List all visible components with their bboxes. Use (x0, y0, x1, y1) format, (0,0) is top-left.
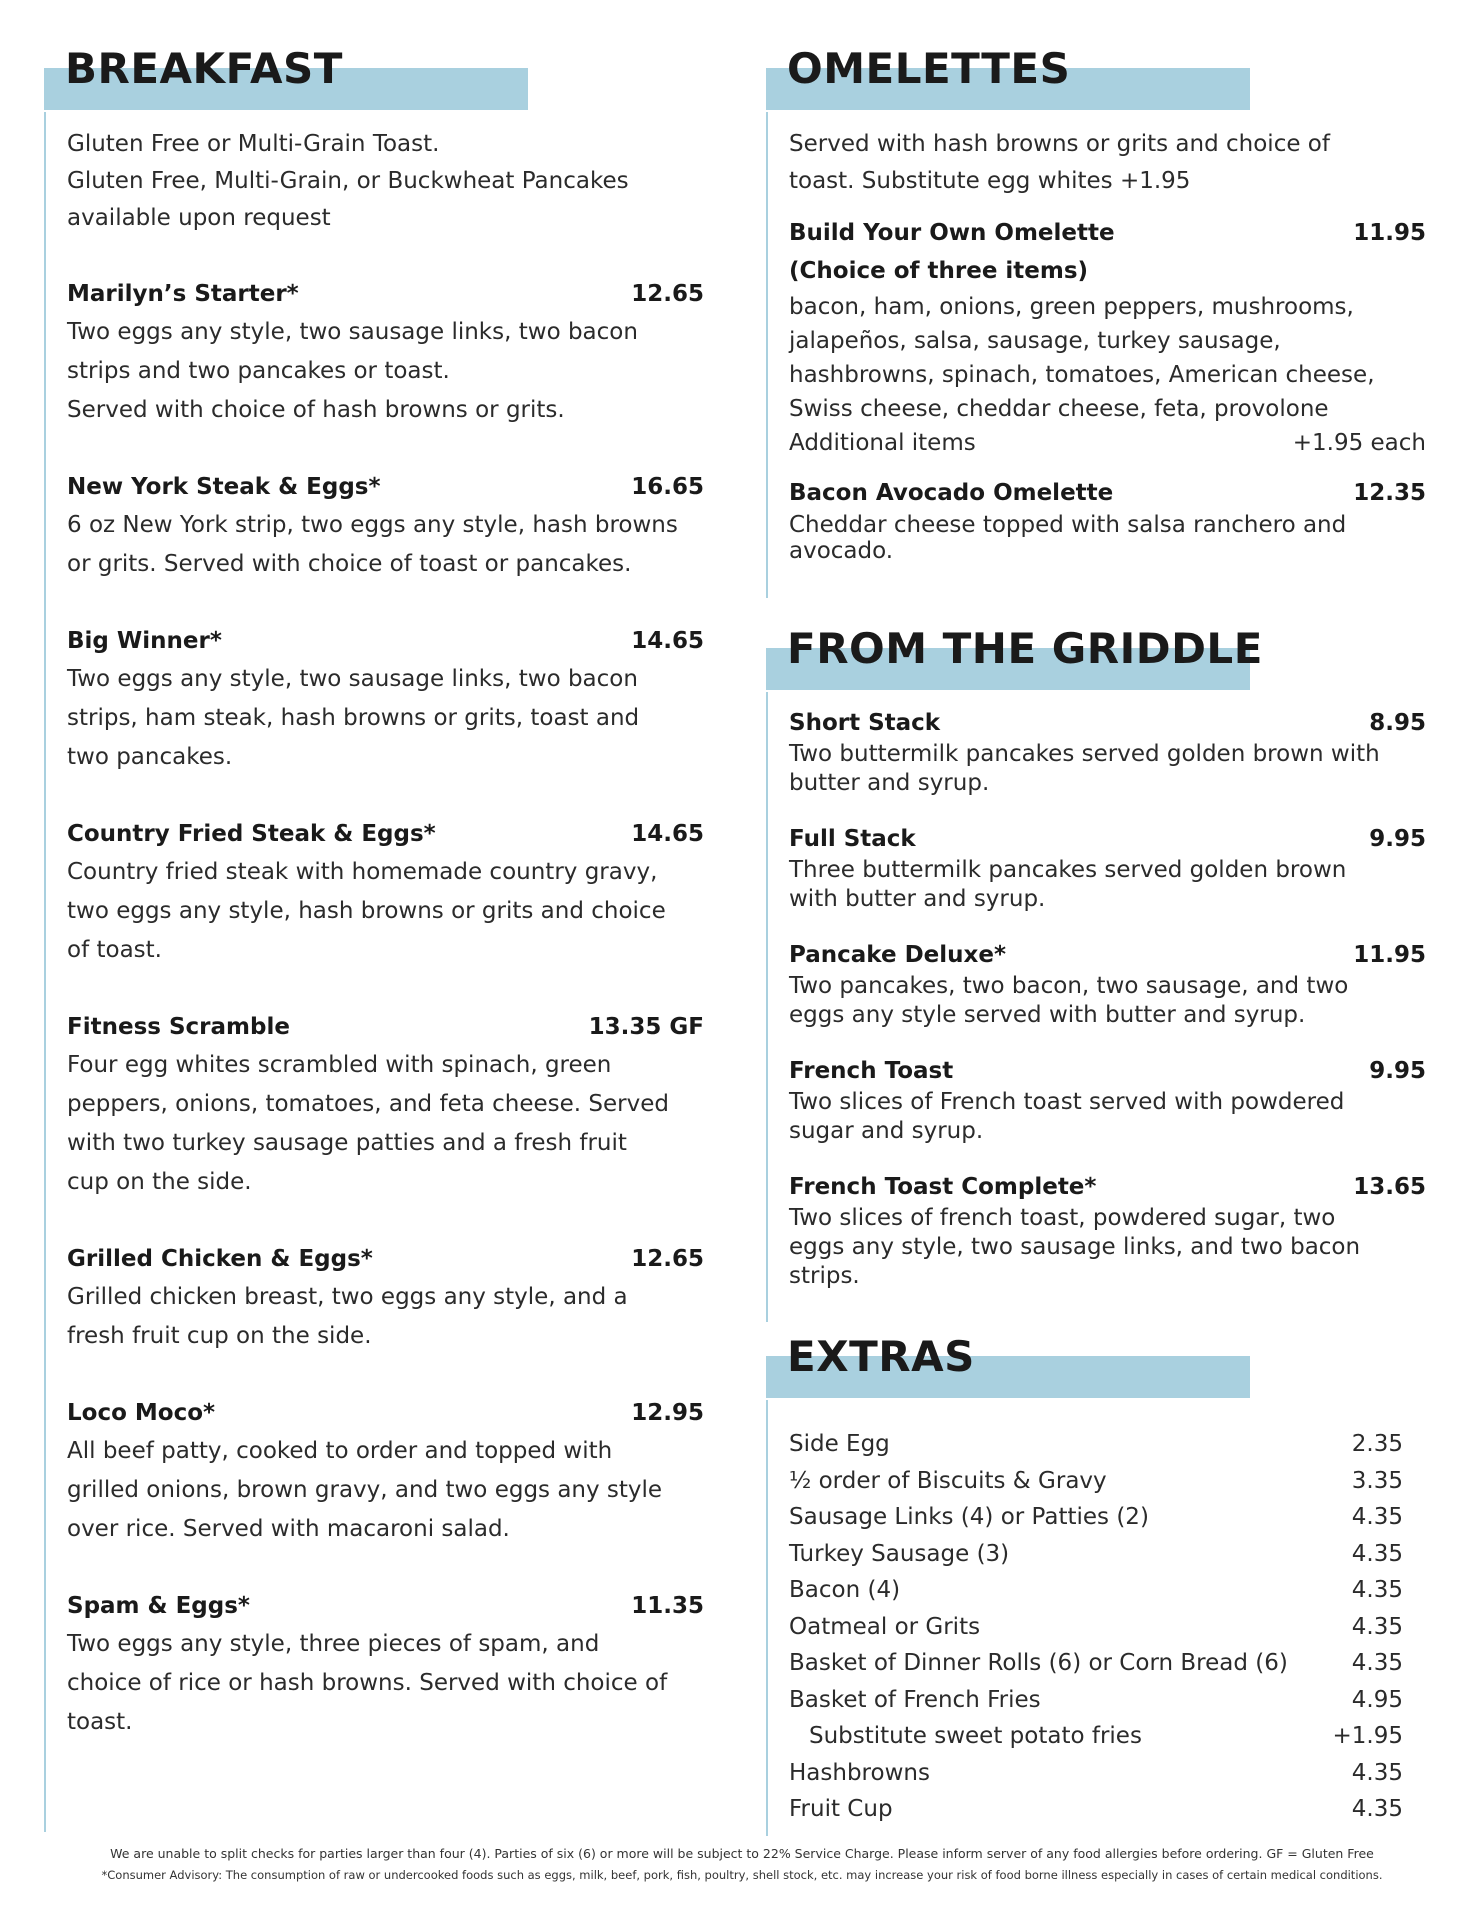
item-description: Two pancakes, two bacon, two sausage, and two eggs any style served with butter and syrup. (789, 973, 1349, 1028)
item-price: 9.95 (1369, 1058, 1426, 1084)
griddle-title: FROM THE GRIDDLE (787, 624, 1263, 673)
item-name: Bacon Avocado Omelette (789, 480, 1114, 506)
omelettes-body (766, 112, 1426, 598)
additional-label: Additional items (789, 430, 976, 456)
intro-line: Gluten Free, Multi-Grain, or Buckwheat Pancakes (67, 168, 629, 194)
extras-row (789, 1682, 1403, 1719)
item-name: Spam & Eggs* (67, 1593, 250, 1619)
consumer-advisory: *Consumer Advisory: The consumption of raw or undercooked foods such as eggs, milk, beef, pork, fish, poultry, shell stock, etc. may increase your risk of food borne illness especially in cases of certain medical conditions. (101, 1868, 1383, 1882)
extras-price: 2.35 (1351, 1431, 1403, 1457)
breakfast-title: BREAKFAST (65, 44, 343, 93)
extras-price: +1.95 (1332, 1723, 1403, 1749)
griddle-body (766, 692, 1426, 1322)
menu-item (789, 694, 1426, 798)
extras-price: 3.35 (1351, 1467, 1403, 1494)
extras-name: Basket of Dinner Rolls (6) or Corn Bread (6) (789, 1650, 1288, 1676)
item-description: Two eggs any style, two sausage links, two bacon strips and two pancakes or toast. Served with choice of hash browns or grits. (67, 319, 638, 423)
item-description: bacon, ham, onions, green peppers, mushrooms, jalapeños, salsa, sausage, turkey sausage, hashbrowns, spinach, tomatoes, American cheese, Swiss cheese, cheddar cheese, feta, provolone (789, 294, 1375, 422)
footer-notice: We are unable to split checks for parties larger than four (4). Parties of six (6) or more will be subject to 22% Service Charge. Please inform server of any food allergies before ordering. GF = Gluten Free (110, 1846, 1374, 1861)
menu-item (67, 1394, 704, 1549)
extras-body (766, 1400, 1403, 1836)
extras-row (789, 1499, 1403, 1536)
extras-price: 4.35 (1351, 1504, 1403, 1530)
extras-row (789, 1718, 1403, 1755)
extras-price: 4.35 (1351, 1650, 1403, 1676)
item-price: 8.95 (1369, 710, 1426, 736)
menu-item (67, 468, 704, 584)
menu-item (789, 474, 1426, 564)
item-price: 12.95 (631, 1400, 704, 1426)
item-description: 6 oz New York strip, two eggs any style, hash browns or grits. Served with choice of toast or pancakes. (67, 512, 678, 577)
breakfast-body (44, 112, 704, 1832)
item-description: Two eggs any style, two sausage links, two bacon strips, ham steak, hash browns or grits, toast and two pancakes. (67, 666, 640, 770)
item-name: French Toast (789, 1058, 954, 1084)
menu-item (789, 1030, 1426, 1146)
right-column (766, 40, 1426, 1836)
item-name: Pancake Deluxe* (789, 942, 1006, 968)
extras-row (789, 1426, 1403, 1463)
item-name: New York Steak & Eggs* (67, 474, 381, 500)
extras-price: 4.35 (1351, 1759, 1403, 1786)
breakfast-header (44, 40, 704, 112)
item-price: 13.65 (1353, 1174, 1426, 1200)
item-price: 16.65 (631, 474, 704, 500)
item-name: Fitness Scramble (67, 1014, 290, 1040)
extras-row (789, 1791, 1403, 1828)
additional-price: +1.95 each (1292, 430, 1426, 456)
extras-name: Turkey Sausage (3) (789, 1540, 1010, 1567)
item-description: Two eggs any style, three pieces of spam, and choice of rice or hash browns. Served with choice of toast. (67, 1631, 668, 1735)
extras-name: Bacon (4) (789, 1577, 901, 1603)
item-price: 11.35 (631, 1593, 704, 1619)
item-description: Two slices of french toast, powdered sugar, two eggs any style, two sausage links, and two bacon strips. (789, 1205, 1361, 1289)
item-name: Build Your Own Omelette (789, 220, 1115, 246)
menu-item (67, 622, 704, 777)
extras-name: Substitute sweet potato fries (809, 1723, 1142, 1749)
item-subheading: (Choice of three items) (789, 258, 1089, 284)
item-description: Two buttermilk pancakes served golden brown with butter and syrup. (789, 741, 1380, 796)
menu-item (67, 1240, 704, 1356)
extras-row (789, 1463, 1403, 1500)
extras-name: Hashbrowns (789, 1759, 930, 1786)
extras-name: ½ order of Biscuits & Gravy (789, 1467, 1107, 1494)
item-price: 12.35 (1353, 480, 1426, 506)
extras-price: 4.35 (1351, 1540, 1403, 1567)
item-name: Short Stack (789, 710, 941, 736)
extras-title: EXTRAS (787, 1332, 975, 1381)
omelettes-header (766, 40, 1426, 112)
item-name: Country Fried Steak & Eggs* (67, 821, 436, 847)
extras-header (766, 1328, 1426, 1400)
item-price: 12.65 (631, 1246, 704, 1272)
menu-item (789, 1146, 1426, 1291)
item-description: Country fried steak with homemade country gravy, two eggs any style, hash browns or grits and choice of toast. (67, 859, 666, 963)
item-price: 11.95 (1353, 942, 1426, 968)
extras-price: 4.35 (1351, 1577, 1403, 1603)
extras-name: Basket of French Fries (789, 1686, 1041, 1713)
extras-row (789, 1572, 1403, 1609)
griddle-header (766, 620, 1426, 692)
item-price: 13.35 GF (588, 1014, 704, 1040)
item-name: Big Winner* (67, 628, 222, 654)
item-name: Grilled Chicken & Eggs* (67, 1246, 373, 1272)
item-description: Three buttermilk pancakes served golden brown with butter and syrup. (789, 857, 1347, 912)
menu-item (67, 275, 704, 430)
item-description: Cheddar cheese topped with salsa ranchero and avocado. (789, 512, 1347, 564)
extras-price: 4.95 (1351, 1686, 1403, 1713)
extras-price: 4.35 (1351, 1796, 1403, 1822)
breakfast-section (44, 40, 704, 1832)
item-description: All beef patty, cooked to order and topped with grilled onions, brown gravy, and two eggs any style over rice. Served with macaroni salad. (67, 1438, 663, 1542)
item-description: Four egg whites scrambled with spinach, green peppers, onions, tomatoes, and feta cheese. Served with two turkey sausage patties and a fresh fruit cup on the side. (67, 1052, 669, 1195)
omelettes-title: OMELETTES (787, 44, 1071, 93)
menu-item (789, 798, 1426, 914)
extras-row (789, 1609, 1403, 1646)
item-name: Full Stack (789, 826, 916, 852)
item-price: 12.65 (631, 281, 704, 307)
item-name: Marilyn’s Starter* (67, 281, 299, 307)
item-price: 14.65 (631, 628, 704, 654)
item-price: 11.95 (1353, 220, 1426, 246)
menu-item (67, 1008, 704, 1202)
extras-price: 4.35 (1351, 1613, 1403, 1640)
additional-items-row (789, 426, 1426, 460)
extras-name: Oatmeal or Grits (789, 1613, 981, 1640)
menu-item (789, 214, 1426, 460)
item-name: French Toast Complete* (789, 1174, 1097, 1200)
item-price: 14.65 (631, 821, 704, 847)
extras-name: Fruit Cup (789, 1796, 893, 1822)
intro-line: Gluten Free or Multi-Grain Toast. (67, 131, 440, 157)
extras-name: Sausage Links (4) or Patties (2) (789, 1504, 1149, 1530)
item-description: Grilled chicken breast, two eggs any style, and a fresh fruit cup on the side. (67, 1284, 628, 1349)
item-description: Two slices of French toast served with powdered sugar and syrup. (789, 1089, 1345, 1144)
menu-item (789, 914, 1426, 1030)
omelettes-intro: Served with hash browns or grits and choice of toast. Substitute egg whites +1.95 (789, 131, 1330, 194)
menu-item (67, 815, 704, 970)
extras-row (789, 1645, 1403, 1682)
intro-line: available upon request (67, 205, 331, 231)
item-price: 9.95 (1369, 826, 1426, 852)
menu-item (67, 1587, 704, 1742)
extras-row (789, 1755, 1403, 1792)
breakfast-intro (67, 112, 704, 237)
item-name: Loco Moco* (67, 1400, 216, 1426)
extras-row (789, 1536, 1403, 1573)
extras-name: Side Egg (789, 1431, 890, 1457)
